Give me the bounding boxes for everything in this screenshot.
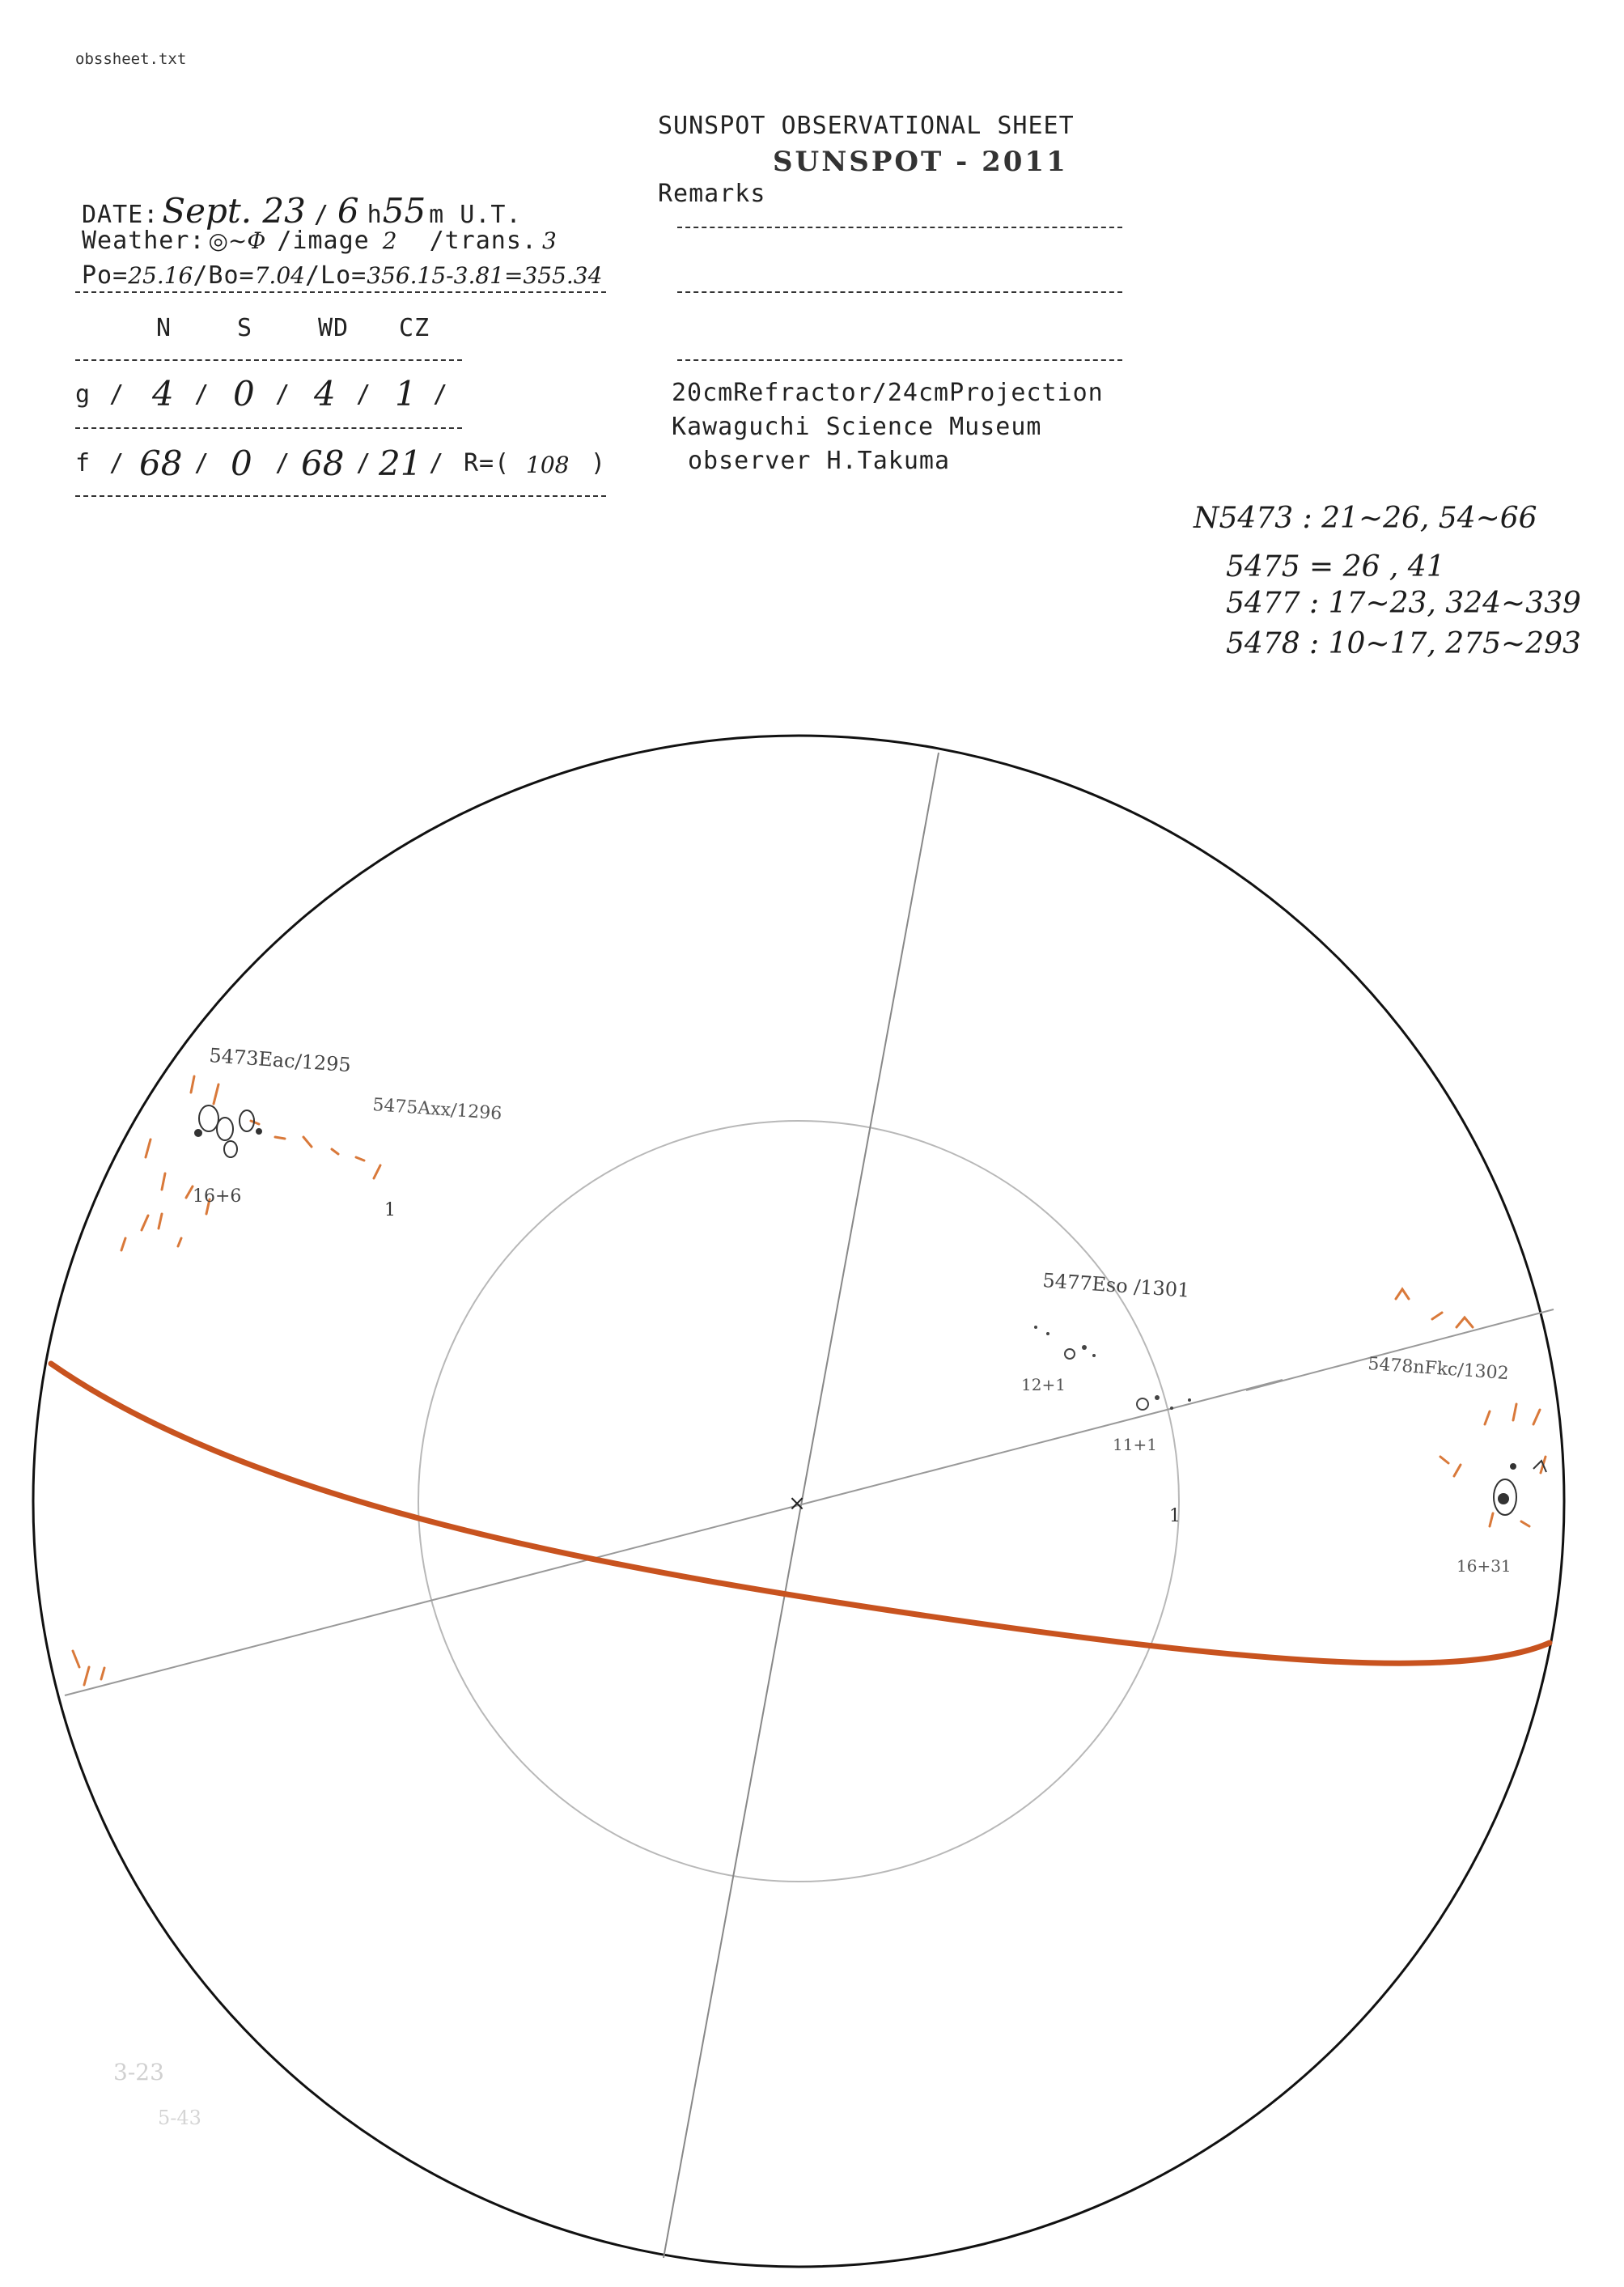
bo-value: 7.04	[254, 262, 305, 289]
f-value-s: 0	[231, 443, 252, 483]
longitude-note-4: 5478 : 10~17, 275~293	[1226, 627, 1581, 660]
group-5477-count-a: 12+1	[1021, 1375, 1066, 1394]
observer: observer H.Takuma	[688, 447, 951, 475]
group-5475-count: 1	[384, 1200, 396, 1220]
group-5478-label: 5478nFkc/1302	[1367, 1354, 1510, 1385]
remarks-label: Remarks	[658, 180, 766, 208]
faint-note-1: 3-23	[113, 2059, 164, 2085]
ecliptic-line	[65, 1380, 1283, 1695]
minute-unit: m U.T.	[429, 201, 522, 229]
group-5473-spots	[195, 1105, 261, 1157]
count-header-cz: CZ	[399, 314, 430, 342]
stamp-title: SUNSPOT - 2011	[773, 146, 1068, 178]
f-value-n: 68	[139, 443, 183, 483]
trans-value: 3	[542, 227, 557, 254]
weather-label: Weather:	[82, 227, 206, 255]
faint-note-2: 5-43	[158, 2107, 201, 2129]
date-label: DATE:	[82, 201, 159, 229]
g-sep-3: /	[356, 380, 372, 409]
lo-value: 356.15-3.81=355.34	[367, 262, 603, 289]
g-value-s: 0	[233, 374, 255, 414]
bo-label: /Bo=	[193, 261, 255, 290]
lo-label: /Lo=	[304, 261, 367, 290]
image-value: 2	[382, 227, 397, 254]
institution: Kawaguchi Science Museum	[672, 413, 1042, 441]
f-value-wd: 68	[301, 443, 345, 483]
g-sep-0: /	[109, 380, 125, 409]
group-5478-faculae	[73, 1289, 1546, 1685]
file-name: obssheet.txt	[75, 50, 187, 68]
group-5477-label: 5477Eso /1301	[1041, 1269, 1191, 1302]
sheet-title: SUNSPOT OBSERVATIONAL SHEET	[658, 112, 1075, 140]
count-header-wd: WD	[318, 314, 350, 342]
longitude-note-3: 5477 : 17~23, 324~339	[1226, 587, 1581, 620]
group-5475-label: 5475Axx/1296	[371, 1095, 503, 1125]
f-label: f	[75, 449, 91, 477]
longitude-note-1: N5473 : 21~26, 54~66	[1194, 502, 1537, 535]
trans-label: /trans.	[429, 227, 537, 255]
date-sep: /	[313, 201, 329, 229]
group-5477-count-c: 1	[1169, 1506, 1181, 1526]
weather-value: ◎~Φ	[208, 227, 266, 254]
f-value-cz: 21	[379, 443, 422, 483]
g-sep-1: /	[194, 380, 210, 409]
group-5473-label: 5473Eac/1295	[208, 1044, 352, 1077]
po-value: 25.16	[128, 262, 193, 289]
f-sep-4: /	[429, 449, 445, 477]
po-label: Po=	[82, 261, 129, 290]
center-mark: ×	[788, 1491, 806, 1516]
g-sep-2: /	[275, 380, 291, 409]
r-close: )	[591, 449, 607, 477]
g-label: g	[75, 380, 91, 409]
instrument: 20cmRefractor/24cmProjection	[672, 379, 1104, 407]
group-5477-spots	[1034, 1326, 1191, 1410]
minute-value: 55	[382, 191, 426, 231]
g-value-cz: 1	[395, 374, 417, 414]
g-value-n: 4	[152, 374, 174, 414]
f-sep-1: /	[194, 449, 210, 477]
hour-value: 6	[337, 191, 359, 231]
g-sep-4: /	[433, 380, 449, 409]
date-value: Sept. 23	[162, 191, 306, 231]
f-sep-3: /	[356, 449, 372, 477]
longitude-note-2: 5475 = 26 , 41	[1226, 550, 1445, 583]
group-5478-spots	[1494, 1461, 1546, 1515]
group-5478-count: 16+31	[1457, 1556, 1512, 1576]
g-value-wd: 4	[314, 374, 336, 414]
hour-unit: h	[367, 201, 383, 229]
f-sep-2: /	[275, 449, 291, 477]
count-header-n: N	[156, 314, 172, 342]
image-label: /image	[277, 227, 370, 255]
count-header-s: S	[237, 314, 253, 342]
group-5477-count-b: 11+1	[1113, 1435, 1157, 1454]
r-label: R=(	[464, 449, 511, 477]
r-value: 108	[526, 452, 570, 478]
f-sep-0: /	[109, 449, 125, 477]
group-5473-count: 16+6	[193, 1186, 242, 1207]
group-5473-faculae	[121, 1076, 380, 1250]
